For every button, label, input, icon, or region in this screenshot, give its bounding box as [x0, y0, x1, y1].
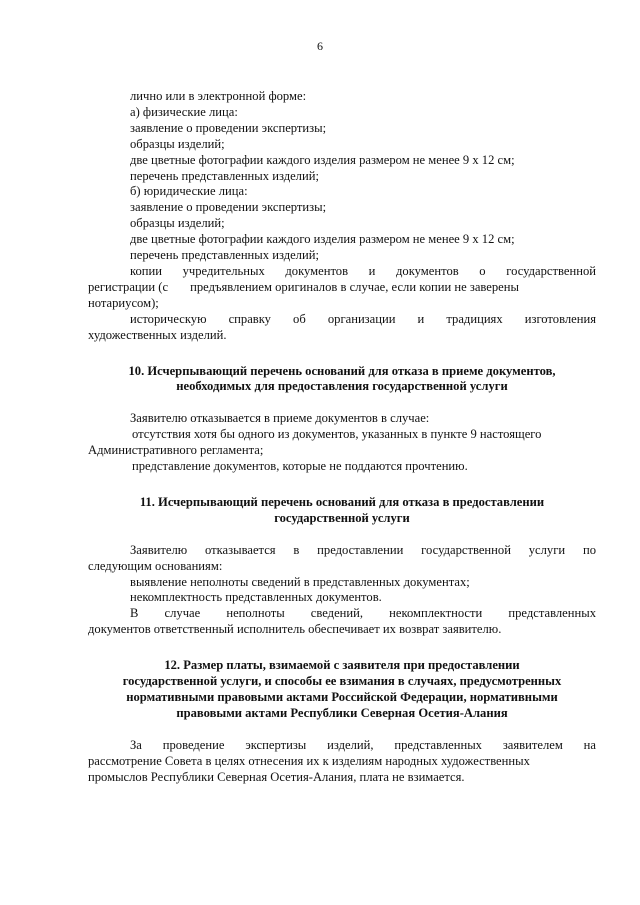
text-line: две цветные фотографии каждого изделия размером не менее 9 х 12 см; [130, 152, 515, 167]
section-heading: необходимых для предоставления государственной услуги [176, 379, 508, 394]
section-heading: государственной услуги, и способы ее взимания в случаях, предусмотренных [122, 674, 562, 689]
text-line: некомплектность представленных документов. [130, 590, 382, 605]
paragraph [88, 312, 596, 328]
paragraph [88, 264, 596, 280]
text-line: За проведение экспертизы изделий, представленных заявителем на [130, 737, 596, 752]
section-12 [88, 658, 596, 785]
text-line: лично или в электронной форме: [130, 89, 307, 103]
paragraph [88, 543, 596, 559]
text-line: В случае неполноты сведений, некомплектности представленных [130, 606, 596, 621]
intro-block [88, 89, 596, 344]
text-line: образцы изделий; [130, 136, 225, 151]
text-line: заявление о проведении экспертизы; [130, 120, 327, 135]
section-heading: 12. Размер платы, взимаемой с заявителя при предоставлении [164, 658, 520, 673]
text-line: копии учредительных документов и документов о государственной [130, 263, 596, 278]
text-line: Административного регламента; [88, 443, 264, 458]
text-line: художественных изделий. [88, 327, 227, 342]
section-10 [88, 364, 596, 475]
text-line: а) физические лица: [130, 104, 238, 119]
text-line: отсутствия хотя бы одного из документов, указанных в пункте 9 настоящего [132, 427, 542, 442]
section-heading: 10. Исчерпывающий перечень оснований для отказа в приеме документов, [128, 363, 556, 378]
text-line: Заявителю отказывается в предоставлении государственной услуги по [130, 542, 596, 557]
text-line: выявление неполноты сведений в представленных документах; [130, 574, 470, 589]
text-line: регистрации (с предъявлением оригиналов в случае, если копии не заверены [88, 279, 519, 294]
text-line: следующим основаниям: [88, 558, 223, 573]
text-line: заявление о проведении экспертизы; [130, 200, 327, 215]
section-heading: 11. Исчерпывающий перечень оснований для отказа в предоставлении [139, 494, 545, 509]
paragraph [88, 606, 596, 622]
text-line: историческую справку об организации и традициях изготовления [130, 311, 596, 326]
text-line: две цветные фотографии каждого изделия размером не менее 9 х 12 см; [130, 232, 515, 247]
text-line: перечень представленных изделий; [130, 168, 319, 183]
section-heading: нормативными правовыми актами Российской Федерации, нормативными [126, 690, 558, 704]
section-heading: государственной услуги [274, 510, 410, 525]
section-heading: правовыми актами Республики Северная Осетия-Алания [176, 705, 508, 720]
section-11 [88, 495, 596, 638]
text-line: б) юридические лица: [130, 184, 248, 199]
document-body [88, 89, 596, 786]
text-line: образцы изделий; [130, 216, 225, 231]
text-line: документов ответственный исполнитель обеспечивает их возврат заявителю. [88, 622, 502, 637]
text-line: Заявителю отказывается в приеме документов в случае: [130, 411, 430, 426]
paragraph [88, 738, 596, 754]
text-line: перечень представленных изделий; [130, 248, 319, 263]
page-number: 6 [317, 39, 323, 53]
text-line: представление документов, которые не поддаются прочтению. [132, 459, 468, 474]
text-line: рассмотрение Совета в целях отнесения их к изделиям народных художественных [88, 753, 530, 768]
text-line: нотариусом); [88, 295, 159, 310]
text-line: промыслов Республики Северная Осетия-Алания, плата не взимается. [88, 769, 465, 784]
